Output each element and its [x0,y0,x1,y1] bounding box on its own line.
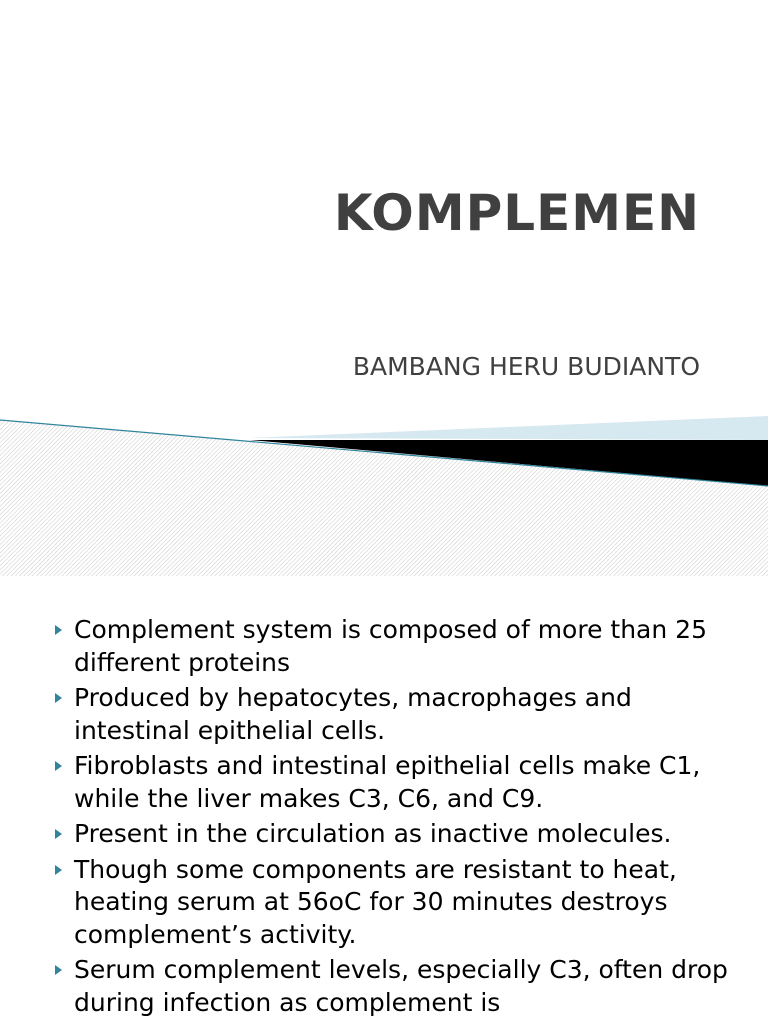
bullet-text: Produced by hepatocytes, macrophages and intestinal epithelial cells. [74,683,632,745]
bullet-list [52,614,752,1022]
bullet-text: Fibroblasts and intestinal epithelial cells make C1, while the liver makes C3, C6, and C9. [74,751,701,813]
slide-title: KOMPLEMEN [333,184,700,242]
bullet-text: Though some components are resistant to heat, heating serum at 56oC for 30 minutes destroys complement’s activity. [74,854,677,949]
bullet-item [52,818,752,851]
slide-subtitle: BAMBANG HERU BUDIANTO [352,352,700,381]
bullet-text: Serum complement levels, especially C3, often drop during infection as complement is [74,955,728,1017]
triangle-right-icon [55,865,62,875]
bullet-item [52,682,752,747]
triangle-right-icon [55,829,62,839]
decorative-band [0,400,768,576]
triangle-right-icon [55,965,62,975]
triangle-right-icon [55,625,62,635]
bullet-item [52,854,752,952]
bullet-text: Complement system is composed of more than 25 different proteins [74,615,707,677]
bullet-text: Present in the circulation as inactive molecules. [74,819,672,848]
bullet-item [52,614,752,679]
bullet-item [52,954,752,1019]
light-blue-wedge [248,416,768,440]
bullet-item [52,750,752,815]
content-slide [0,576,768,1024]
triangle-right-icon [55,761,62,771]
triangle-right-icon [55,693,62,703]
